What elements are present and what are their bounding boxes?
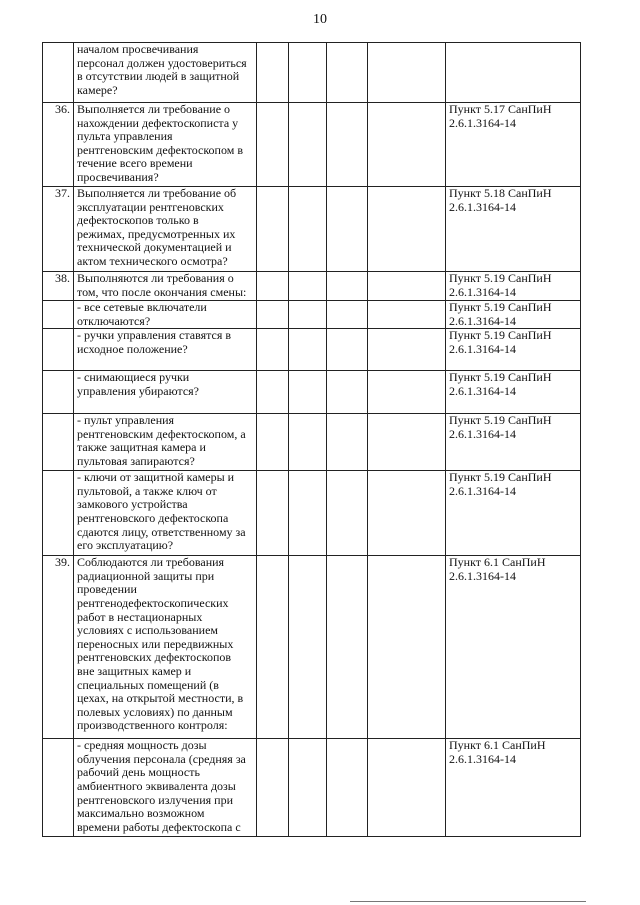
answer-cell-no[interactable]	[289, 556, 327, 739]
answer-cell-no[interactable]	[289, 739, 327, 837]
question-text: - снимающиеся ручки управления убираются?	[77, 370, 199, 398]
notes-cell[interactable]	[368, 272, 446, 301]
table-row	[43, 43, 581, 103]
row-number: 37.	[43, 187, 74, 272]
answer-cell-na[interactable]	[327, 103, 368, 187]
answer-cell-na[interactable]	[327, 329, 368, 371]
table-row	[43, 471, 581, 556]
answer-cell-na[interactable]	[327, 739, 368, 837]
reference-text: Пункт 5.19 СанПиН 2.6.1.3164-14	[449, 328, 552, 356]
answer-cell-na[interactable]	[327, 301, 368, 329]
question-text: - все сетевые включатели отключаются?	[77, 300, 207, 328]
row-number	[43, 329, 74, 371]
question-text: - ручки управления ставятся в исходное положение?	[77, 328, 232, 356]
notes-cell[interactable]	[368, 371, 446, 414]
answer-cell-yes[interactable]	[257, 471, 289, 556]
answer-cell-na[interactable]	[327, 471, 368, 556]
notes-cell[interactable]	[368, 103, 446, 187]
notes-cell[interactable]	[368, 414, 446, 471]
table-row	[43, 739, 581, 837]
row-number	[43, 414, 74, 471]
question-text: - средняя мощность дозы облучения персонала (средняя за рабочий день мощность амбиентного эквивалента дозы рентгеновского излучения при максимально возможном времени работы дефектоскопа с	[77, 738, 246, 834]
answer-cell-no[interactable]	[289, 471, 327, 556]
reference-text: Пункт 6.1 СанПиН 2.6.1.3164-14	[449, 555, 546, 583]
row-number: 36.	[43, 103, 74, 187]
answer-cell-yes[interactable]	[257, 43, 289, 103]
page-number: 10	[313, 12, 327, 27]
answer-cell-yes[interactable]	[257, 739, 289, 837]
notes-cell[interactable]	[368, 43, 446, 103]
table-row	[43, 329, 581, 371]
row-number: 39.	[43, 556, 74, 739]
notes-cell[interactable]	[368, 329, 446, 371]
answer-cell-yes[interactable]	[257, 371, 289, 414]
question-text: - ключи от защитной камеры и пультовой, а также ключ от замкового устройства рентгеновского дефектоскопа сдаются лицу, ответственному за его эксплуатацию?	[77, 470, 246, 553]
question-text: Соблюдаются ли требования радиационной защиты при проведении рентгенодефектоскопических работ в нестационарных условиях с использованием переносных или передвижных рентгеновских дефектоскопов вне защитных камер и специальных помещений (в цехах, на открытой местности, в полевых условиях) по данным производственного контроля:	[77, 555, 244, 733]
table-row	[43, 103, 581, 187]
answer-cell-no[interactable]	[289, 272, 327, 301]
row-number	[43, 471, 74, 556]
answer-cell-yes[interactable]	[257, 329, 289, 371]
notes-cell[interactable]	[368, 556, 446, 739]
notes-cell[interactable]	[368, 739, 446, 837]
table-row	[43, 301, 581, 329]
notes-cell[interactable]	[368, 301, 446, 329]
answer-cell-yes[interactable]	[257, 301, 289, 329]
answer-cell-no[interactable]	[289, 329, 327, 371]
reference-text: Пункт 5.17 СанПиН 2.6.1.3164-14	[449, 102, 552, 130]
answer-cell-na[interactable]	[327, 556, 368, 739]
table-row	[43, 414, 581, 471]
question-text: - пульт управления рентгеновским дефектоскопом, а также защитная камера и пультовая запираются?	[77, 413, 246, 468]
answer-cell-no[interactable]	[289, 187, 327, 272]
reference-text: Пункт 5.19 СанПиН 2.6.1.3164-14	[449, 413, 552, 441]
question-text: Выполняется ли требование о нахождении дефектоскописта у пульта управления рентгеновским дефектоскопом в течение всего времени просвечивания?	[77, 102, 244, 184]
question-text: началом просвечивания персонал должен удостовериться в отсутствии людей в защитной камере?	[77, 42, 247, 97]
answer-cell-yes[interactable]	[257, 556, 289, 739]
notes-cell[interactable]	[368, 187, 446, 272]
answer-cell-yes[interactable]	[257, 187, 289, 272]
page-bottom-rule	[350, 901, 586, 902]
answer-cell-no[interactable]	[289, 43, 327, 103]
question-text: Выполняются ли требования о том, что после окончания смены:	[77, 271, 247, 299]
answer-cell-yes[interactable]	[257, 272, 289, 301]
answer-cell-no[interactable]	[289, 103, 327, 187]
row-number	[43, 301, 74, 329]
answer-cell-na[interactable]	[327, 43, 368, 103]
reference-text: Пункт 6.1 СанПиН 2.6.1.3164-14	[449, 738, 546, 766]
row-number	[43, 43, 74, 103]
answer-cell-na[interactable]	[327, 371, 368, 414]
table-row	[43, 187, 581, 272]
reference-text: Пункт 5.19 СанПиН 2.6.1.3164-14	[449, 271, 552, 299]
table-row	[43, 272, 581, 301]
reference-text: Пункт 5.18 СанПиН 2.6.1.3164-14	[449, 186, 552, 214]
row-number: 38.	[43, 272, 74, 301]
row-number	[43, 371, 74, 414]
reference-text: Пункт 5.19 СанПиН 2.6.1.3164-14	[449, 470, 552, 498]
answer-cell-na[interactable]	[327, 272, 368, 301]
notes-cell[interactable]	[368, 471, 446, 556]
reference-text: Пункт 5.19 СанПиН 2.6.1.3164-14	[449, 370, 552, 398]
answer-cell-na[interactable]	[327, 187, 368, 272]
reference-text: Пункт 5.19 СанПиН 2.6.1.3164-14	[449, 300, 552, 328]
question-text: Выполняется ли требование об эксплуатации рентгеновских дефектоскопов только в режимах, предусмотренных их технической документацией и актом технического осмотра?	[77, 186, 237, 268]
answer-cell-no[interactable]	[289, 301, 327, 329]
table-row	[43, 371, 581, 414]
answer-cell-no[interactable]	[289, 371, 327, 414]
answer-cell-yes[interactable]	[257, 103, 289, 187]
answer-cell-no[interactable]	[289, 414, 327, 471]
answer-cell-na[interactable]	[327, 414, 368, 471]
checklist-table	[42, 42, 581, 837]
table-row	[43, 556, 581, 739]
row-number	[43, 739, 74, 837]
answer-cell-yes[interactable]	[257, 414, 289, 471]
